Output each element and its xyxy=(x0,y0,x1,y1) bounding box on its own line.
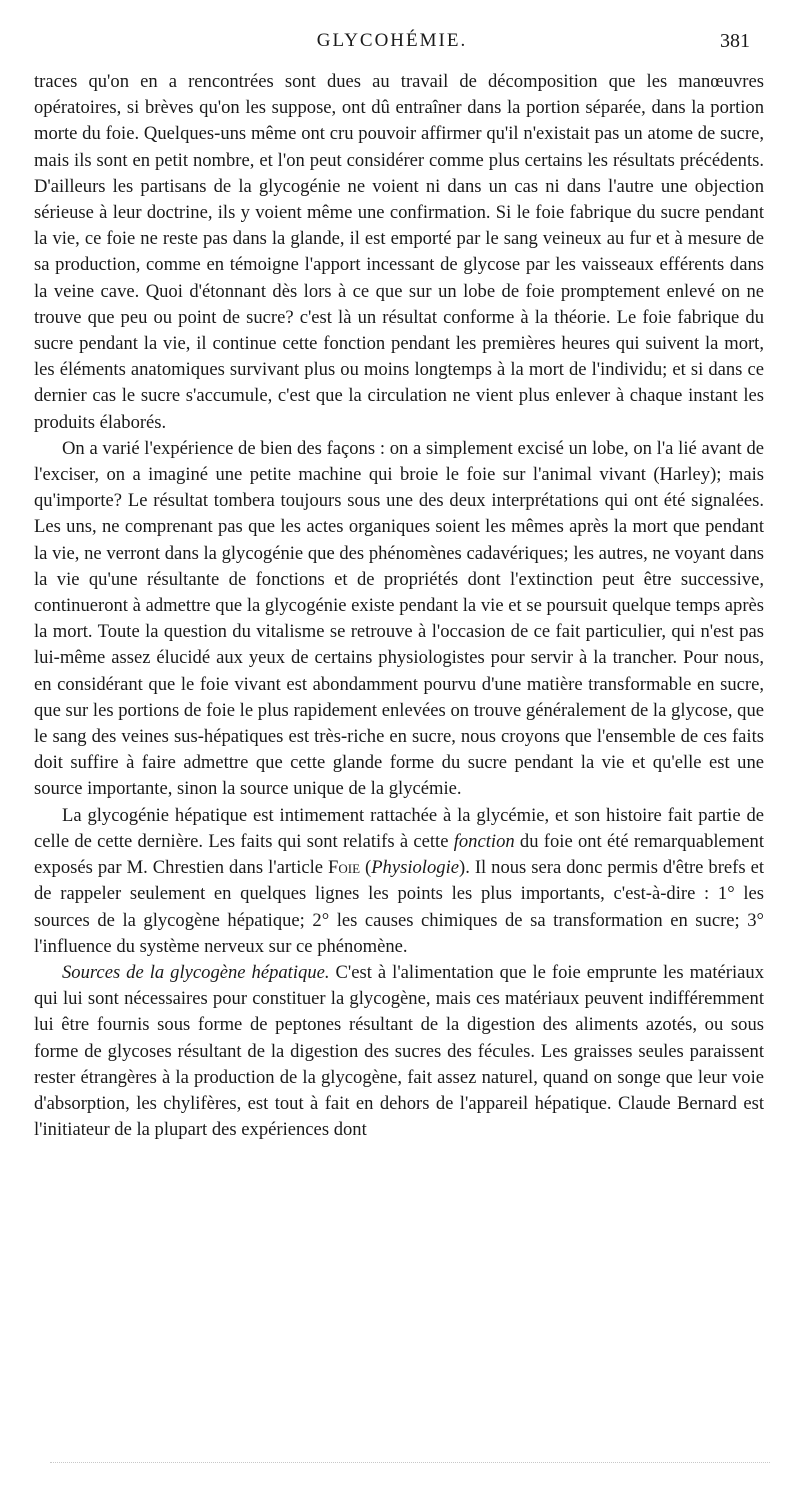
paragraph-text: traces qu'on en a rencontrées sont dues au travail de décomposition que les manœuvres opératoires, si brèves qu'on les suppose, ont dû entraîner dans la portion séparée, dans la portion morte du foie. Quelques-uns même ont cru pouvoir affirmer qu'il n'existait pas un atome de sucre, mais ils sont en petit nombre, et l'on peut considérer comme plus certains les résultats précédents. D'ailleurs les partisans de la glycogénie ne voient ni dans un cas ni dans l'autre une objection sérieuse à leur doctrine, ils y voient même une confirmation. Si le foie fabrique du sucre pendant la vie, ce foie ne reste pas dans la glande, il est emporté par le sang veineux au fur et à mesure de sa production, comme en témoigne l'apport incessant de glycose par les vaisseaux efférents dans la veine cave. Quoi d'étonnant dès lors à ce que sur un lobe de foie promptement enlevé on ne trouve que peu ou point de sucre? c'est là un résultat conforme à la théorie. Le foie fabrique du sucre pendant la vie, il continue cette fonction pendant les premières heures qui suivent la mort, les éléments anatomiques survivant plus ou moins longtemps à la mort de l'individu; et si dans ce dernier cas le sucre s'accumule, c'est que la circulation ne vient plus enlever à chaque instant les produits élaborés. xyxy=(34,71,764,433)
paragraph-text: C'est à l'alimentation que le foie emprunte les matériaux qui lui sont nécessaires pour constituer la glycogène, mais ces matériaux peuvent indifféremment lui être fournis sous forme de peptones résultant de la digestion des aliments azotés, ou sous forme de glycoses résultant de la digestion des sucres des fécules. Les graisses seules paraissent rester étrangères à la production de la glycogène, fait assez naturel, quand on songe que leur voie d'absorption, les chylifères, est tout à fait en dehors de l'appareil hépatique. Claude Bernard est l'initiateur de la plupart des expériences dont xyxy=(34,961,764,1141)
paragraph-text: du foie ont été remarquablement exposés par M. Chrestien dans l'article xyxy=(34,830,764,879)
paragraph-text: On a varié l'expérience de bien des façons : on a simplement excisé un lobe, on l'a lié avant de l'exciser, on a imaginé une petite machine qui broie le foie sur l'animal vivant (Harley); mais qu'importe? Le résultat tombera toujours sous une des deux interprétations qui ont été signalées. Les uns, ne comprenant pas que les actes organiques soient les mêmes après la mort que pendant la vie, ne verront dans la glycogénie que des phénomènes cadavériques; les autres, ne voyant dans la vie qu'une résultante de fonctions et de propriétés dont l'extinction peut être successive, continueront à admettre que la glycogénie existe pendant la vie et se poursuit quelque temps après la mort. Toute la question du vitalisme se retrouve à l'occasion de ce fait particulier, qui n'est pas lui-même assez élucidé aux yeux de certains physiologistes pour servir à la trancher. Pour nous, en considérant que le foie vivant est abondamment pourvu d'une matière transformable en sucre, que sur les portions de foie le plus rapidement enlevées on trouve généralement de la glycose, que le sang des veines sus-hépatiques est très-riche en sucre, nous croyons que l'ensemble de ces faits doit suffire à faire admettre que cette glande forme du sucre pendant la vie et qu'elle est une source importante, sinon la source unique de la glycémie. xyxy=(34,437,764,800)
paragraph-4 xyxy=(34,960,764,1143)
paragraph-1 xyxy=(34,69,764,436)
paragraph-text: ). Il nous sera donc permis d'être brefs et de rappeler seulement en quelques lignes les points les plus importants, c'est-à-dire : 1° les sources de la glycogène hépatique; 2° les causes chimiques de sa transformation en sucre; 3° l'influence du système nerveux sur ce phénomène. xyxy=(34,857,764,957)
paragraph-3 xyxy=(34,803,764,960)
paragraph-2 xyxy=(34,436,764,803)
article-reference: Foie xyxy=(328,857,361,879)
paragraph-text: ( xyxy=(360,857,372,879)
bottom-rule xyxy=(50,1462,770,1463)
running-head xyxy=(34,30,750,58)
running-title: GLYCOHÉMIE. xyxy=(316,30,468,51)
body-text xyxy=(34,69,764,1143)
italic-term-fonction: fonction xyxy=(453,830,515,852)
page-number: 381 xyxy=(720,30,750,52)
paragraph-text: La glycogénie hépatique est intimement rattachée à la glycémie, et son histoire fait partie de celle de cette dernière. Les faits qui sont relatifs à cette xyxy=(34,804,764,852)
italic-term-physiologie: Physiologie xyxy=(371,857,459,879)
section-heading-inline: Sources de la glycogène hépatique. xyxy=(62,961,330,983)
